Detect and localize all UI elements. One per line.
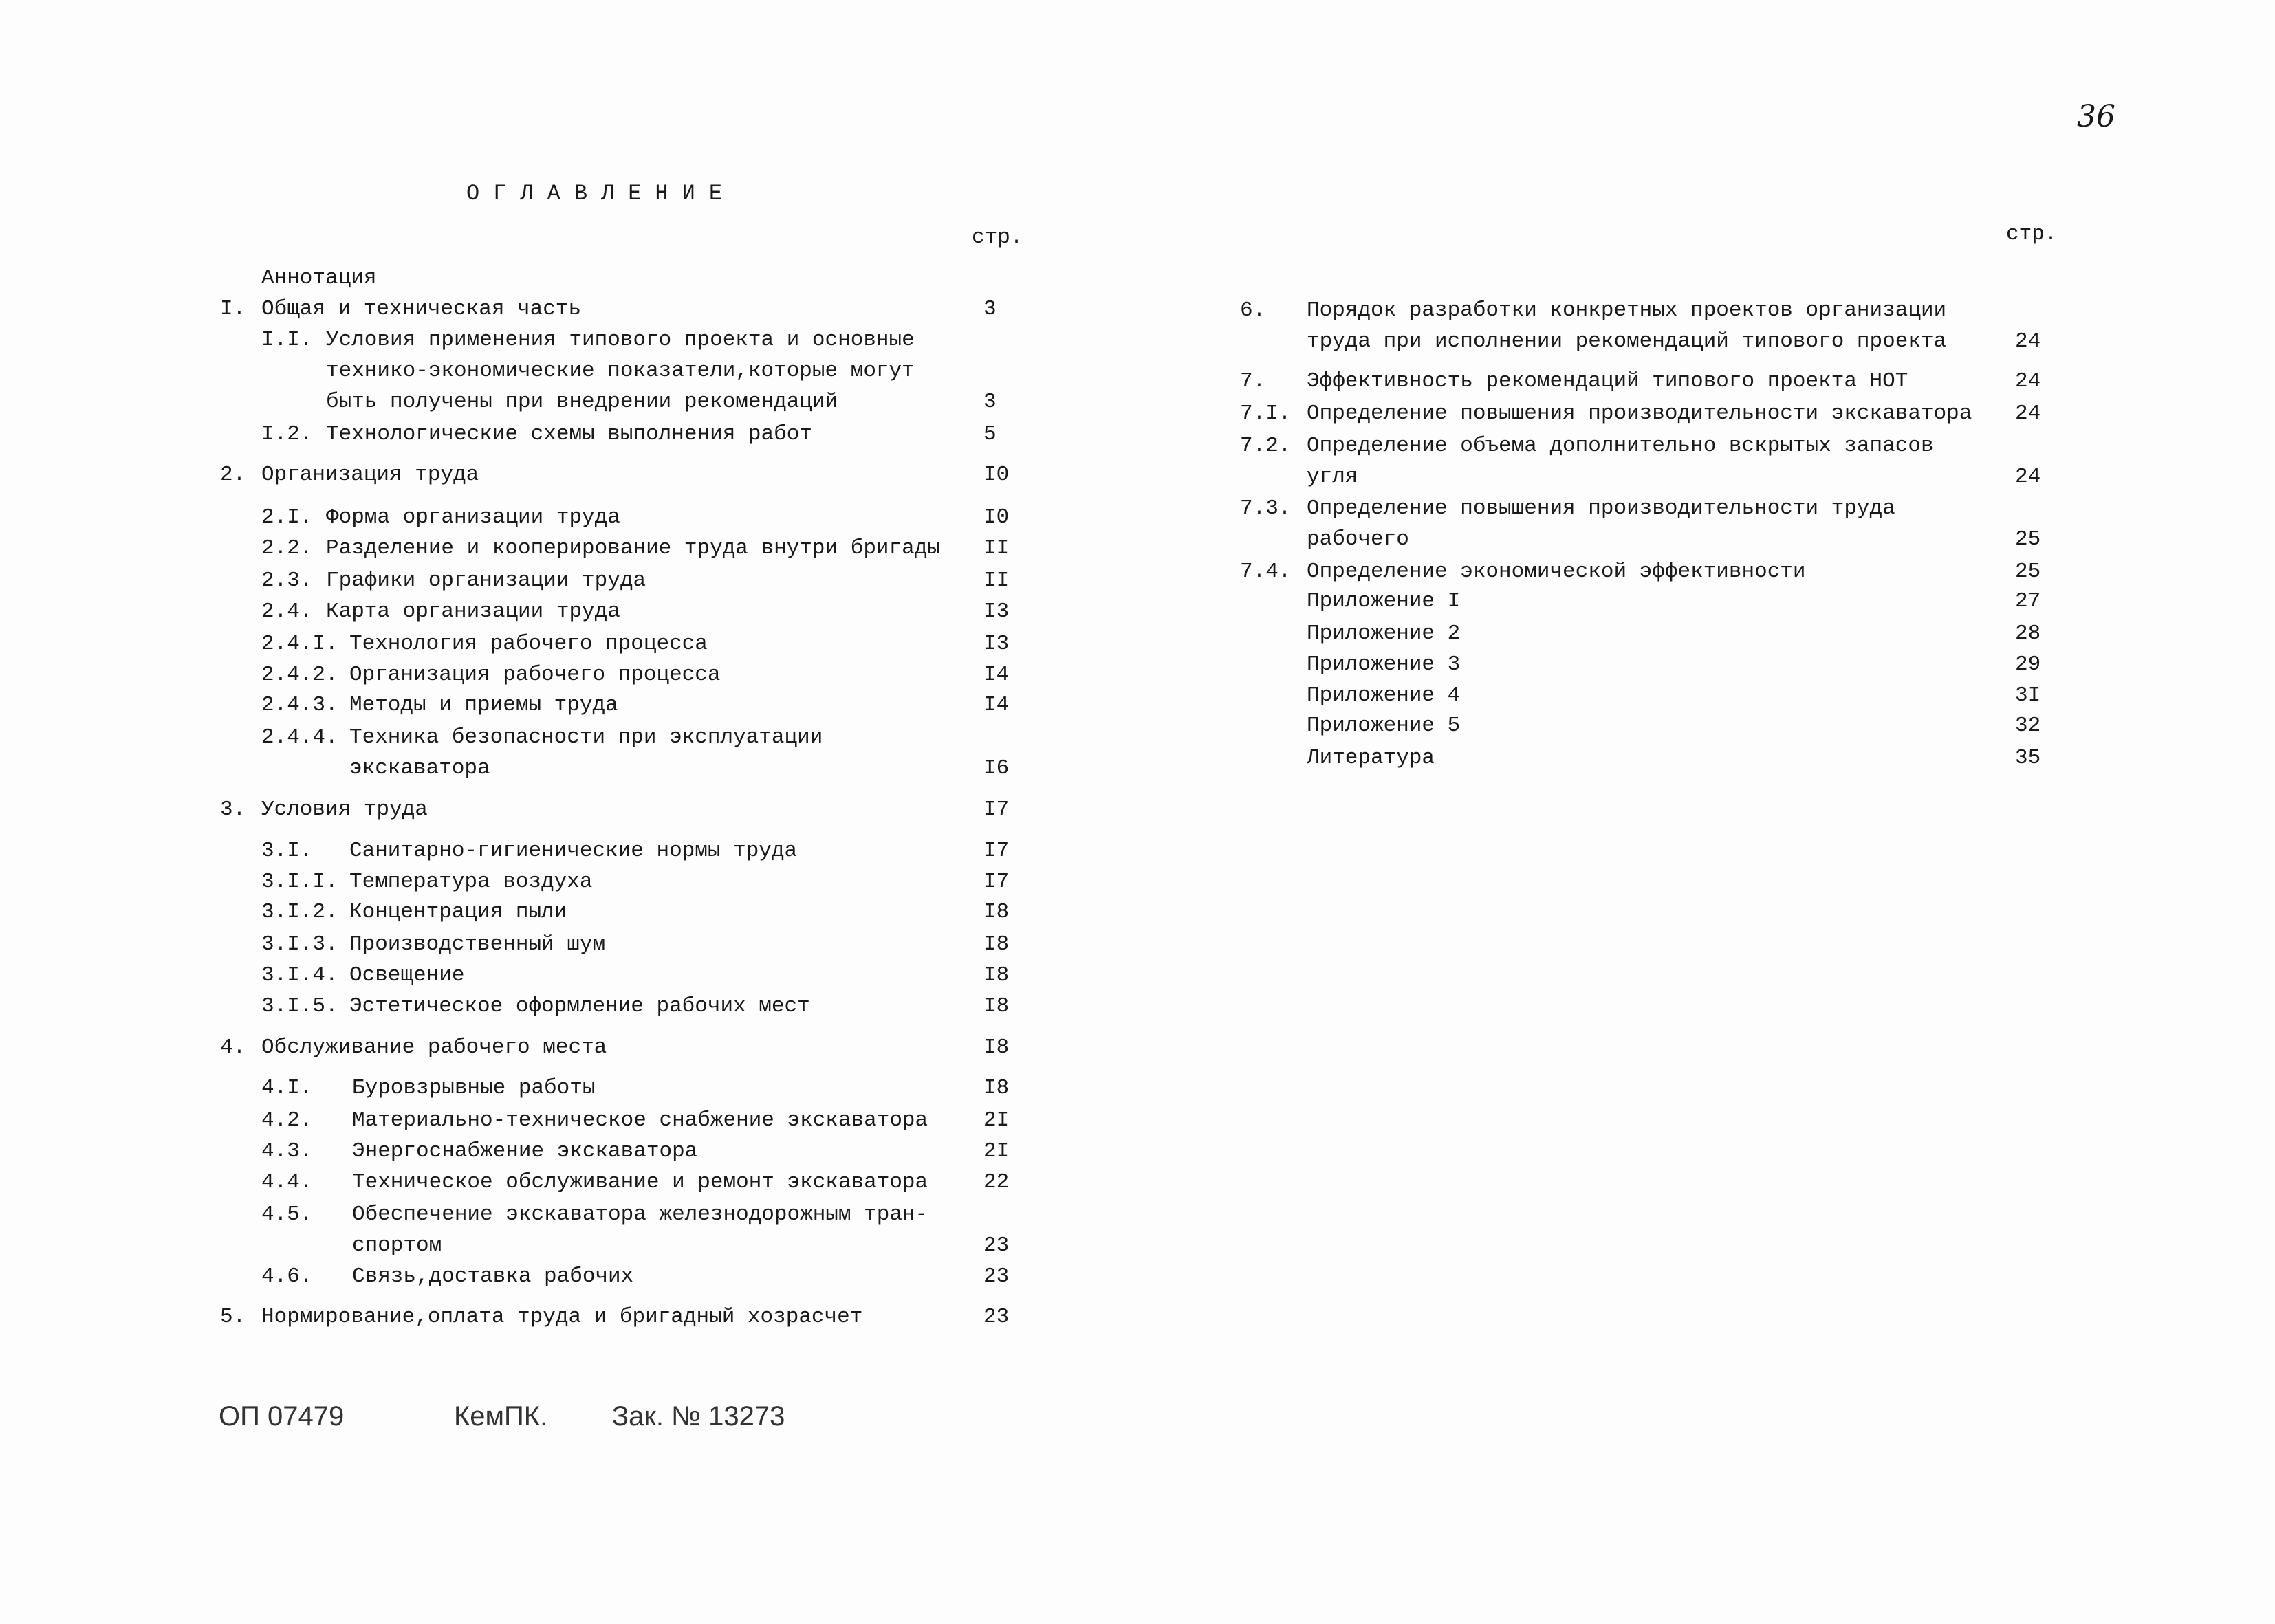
- toc-entry-title: Технологические схемы выполнения работ: [326, 422, 812, 446]
- toc-entry-page: 23: [983, 1305, 1010, 1329]
- toc-entry-number: I.: [220, 297, 246, 321]
- toc-entry-number: 4.: [220, 1035, 246, 1060]
- toc-entry-page: I3: [983, 632, 1010, 656]
- toc-entry-page: I0: [983, 463, 1010, 487]
- toc-entry-title: Определение повышения производительности труда: [1307, 496, 1895, 520]
- toc-entry-page: 2I: [983, 1108, 1010, 1132]
- toc-entry-title: Связь,доставка рабочих: [352, 1264, 634, 1288]
- toc-entry-title: Техническое обслуживание и ремонт экскаватора: [352, 1170, 928, 1194]
- toc-entry-title: Определение повышения производительности экскаватора: [1307, 402, 1972, 426]
- toc-entry-page: I8: [983, 1076, 1010, 1100]
- toc-entry-number: 7.2.: [1240, 434, 1292, 458]
- toc-entry-page: 35: [2015, 746, 2041, 770]
- toc-entry-number: 2.4.4.: [261, 725, 338, 749]
- page-column-label-left: стр.: [972, 226, 1023, 250]
- toc-entry-title: Методы и приемы труда: [349, 693, 618, 717]
- toc-entry-number: 7.I.: [1240, 402, 1292, 426]
- toc-entry-title: угля: [1307, 465, 1358, 489]
- toc-entry-number: 2.4.3.: [261, 693, 338, 717]
- toc-entry-number: 7.: [1240, 369, 1266, 393]
- toc-entry-number: 4.6.: [261, 1264, 313, 1288]
- toc-entry-page: 28: [2015, 622, 2041, 646]
- toc-entry-title: быть получены при внедрении рекомендаций: [326, 390, 838, 414]
- toc-entry-page: 23: [983, 1233, 1010, 1258]
- toc-entry-number: 7.3.: [1240, 496, 1292, 520]
- toc-entry-title: Эстетическое оформление рабочих мест: [349, 994, 810, 1018]
- toc-entry-page: 22: [983, 1170, 1010, 1194]
- toc-entry-page: 29: [2015, 652, 2041, 677]
- toc-entry-title: Освещение: [349, 963, 465, 987]
- toc-entry-page: 25: [2015, 560, 2041, 584]
- toc-entry-page: I0: [983, 505, 1010, 529]
- toc-entry-number: 7.4.: [1240, 560, 1292, 584]
- toc-entry-title: Производственный шум: [349, 932, 606, 956]
- toc-entry-title: Приложение I: [1307, 589, 1461, 613]
- toc-entry-title: Эффективность рекомендаций типового проекта НОТ: [1307, 369, 1908, 393]
- toc-entry-number: 2.I.: [261, 505, 313, 529]
- toc-entry-number: I.2.: [261, 422, 313, 446]
- toc-entry-page: I8: [983, 994, 1010, 1018]
- page-title: ОГЛАВЛЕНИЕ: [466, 181, 737, 206]
- toc-entry-title: рабочего: [1307, 527, 1409, 551]
- toc-entry-page: I3: [983, 600, 1010, 624]
- toc-entry-number: 3.I.3.: [261, 932, 338, 956]
- toc-entry-number: 4.4.: [261, 1170, 313, 1194]
- toc-entry-title: Материально-техническое снабжение экскаватора: [352, 1108, 928, 1132]
- toc-entry-title: Разделение и кооперирование труда внутри бригады: [326, 536, 940, 560]
- toc-entry-number: 3.I.5.: [261, 994, 338, 1018]
- toc-entry-page: 25: [2015, 527, 2041, 551]
- toc-entry-page: I4: [983, 693, 1010, 717]
- sheet-number: 36: [2077, 99, 2115, 134]
- toc-entry-page: I7: [983, 839, 1010, 863]
- toc-entry-page: I8: [983, 963, 1010, 987]
- toc-entry-title: Карта организации труда: [326, 600, 620, 624]
- toc-entry-title: Приложение 4: [1307, 683, 1461, 707]
- toc-entry-number: I.I.: [261, 328, 313, 352]
- toc-entry-title: экскаватора: [349, 756, 490, 780]
- footer-org: КемПК.: [454, 1401, 548, 1431]
- toc-entry-page: 23: [983, 1264, 1010, 1288]
- toc-entry-page: I4: [983, 663, 1010, 687]
- toc-entry-title: Приложение 2: [1307, 622, 1461, 646]
- toc-entry-title: Организация труда: [261, 463, 479, 487]
- toc-entry-page: 3: [983, 297, 997, 321]
- toc-entry-title: Приложение 5: [1307, 714, 1461, 738]
- toc-entry-number: 3.: [220, 798, 246, 822]
- toc-entry-page: 24: [2015, 369, 2041, 393]
- toc-entry-page: I8: [983, 932, 1010, 956]
- toc-entry-title: Определение экономической эффективности: [1307, 560, 1806, 584]
- footer-order: Зак. № 13273: [612, 1401, 785, 1431]
- toc-entry-page: I8: [983, 1035, 1010, 1060]
- toc-entry-page: I8: [983, 900, 1010, 924]
- toc-entry-title: Обслуживание рабочего места: [261, 1035, 607, 1060]
- toc-entry-page: 3: [983, 390, 997, 414]
- toc-entry-page: II: [983, 536, 1010, 560]
- toc-entry-page: 3I: [2015, 683, 2041, 707]
- toc-entry-page: I7: [983, 870, 1010, 894]
- page-column-label-right: стр.: [2006, 222, 2058, 246]
- toc-entry-title: Общая и техническая часть: [261, 297, 582, 321]
- toc-entry-title: Приложение 3: [1307, 652, 1461, 677]
- toc-entry-number: 2.4.I.: [261, 632, 338, 656]
- toc-entry-title: Энергоснабжение экскаватора: [352, 1139, 698, 1163]
- toc-entry-number: 4.3.: [261, 1139, 313, 1163]
- toc-entry-page: 24: [2015, 465, 2041, 489]
- toc-entry-title: Условия труда: [261, 798, 428, 822]
- toc-entry-number: 4.I.: [261, 1076, 313, 1100]
- toc-entry-page: I6: [983, 756, 1010, 780]
- toc-entry-page: 27: [2015, 589, 2041, 613]
- toc-entry-page: 24: [2015, 329, 2041, 353]
- toc-entry-number: 4.2.: [261, 1108, 313, 1132]
- toc-entry-number: 2.3.: [261, 569, 313, 593]
- toc-entry-number: 3.I.4.: [261, 963, 338, 987]
- toc-entry-number: 2.: [220, 463, 246, 487]
- toc-entry-page: 5: [983, 422, 997, 446]
- toc-entry-number: 3.I.I.: [261, 870, 338, 894]
- toc-entry-number: 2.4.: [261, 600, 313, 624]
- toc-entry-title: Литература: [1307, 746, 1435, 770]
- toc-entry-page: 24: [2015, 402, 2041, 426]
- toc-entry-title: Санитарно-гигиенические нормы труда: [349, 839, 798, 863]
- toc-entry-title: Буровзрывные работы: [352, 1076, 596, 1100]
- toc-entry-title: Порядок разработки конкретных проектов организации: [1307, 298, 1947, 322]
- toc-entry-title: Концентрация пыли: [349, 900, 567, 924]
- toc-entry-number: 6.: [1240, 298, 1266, 322]
- toc-entry-number: 2.2.: [261, 536, 313, 560]
- toc-entry-title: Организация рабочего процесса: [349, 663, 721, 687]
- toc-entry-page: 32: [2015, 714, 2041, 738]
- footer-code: ОП 07479: [219, 1401, 345, 1431]
- toc-entry-number: 3.I.2.: [261, 900, 338, 924]
- toc-entry-number: 2.4.2.: [261, 663, 338, 687]
- toc-entry-title: Графики организации труда: [326, 569, 646, 593]
- toc-entry-page: I7: [983, 798, 1010, 822]
- toc-entry-number: 3.I.: [261, 839, 313, 863]
- toc-entry-title: Условия применения типового проекта и основные: [326, 328, 915, 352]
- toc-entry-title: труда при исполнении рекомендаций типового проекта: [1307, 329, 1947, 353]
- toc-entry-title: Определение объема дополнительно вскрытых запасов: [1307, 434, 1934, 458]
- toc-entry-title: Обеспечение экскаватора железнодорожным тран-: [352, 1203, 928, 1227]
- toc-entry-title: спортом: [352, 1233, 442, 1258]
- toc-entry-title: Температура воздуха: [349, 870, 593, 894]
- toc-entry-title: Нормирование,оплата труда и бригадный хозрасчет: [261, 1305, 863, 1329]
- toc-entry-title: Аннотация: [261, 266, 377, 290]
- toc-entry-title: Технология рабочего процесса: [349, 632, 708, 656]
- toc-entry-page: II: [983, 569, 1010, 593]
- toc-entry-title: Техника безопасности при эксплуатации: [349, 725, 823, 749]
- toc-entry-page: 2I: [983, 1139, 1010, 1163]
- toc-entry-number: 4.5.: [261, 1203, 313, 1227]
- toc-entry-title: технико-экономические показатели,которые могут: [326, 359, 915, 383]
- toc-entry-title: Форма организации труда: [326, 505, 620, 529]
- toc-entry-number: 5.: [220, 1305, 246, 1329]
